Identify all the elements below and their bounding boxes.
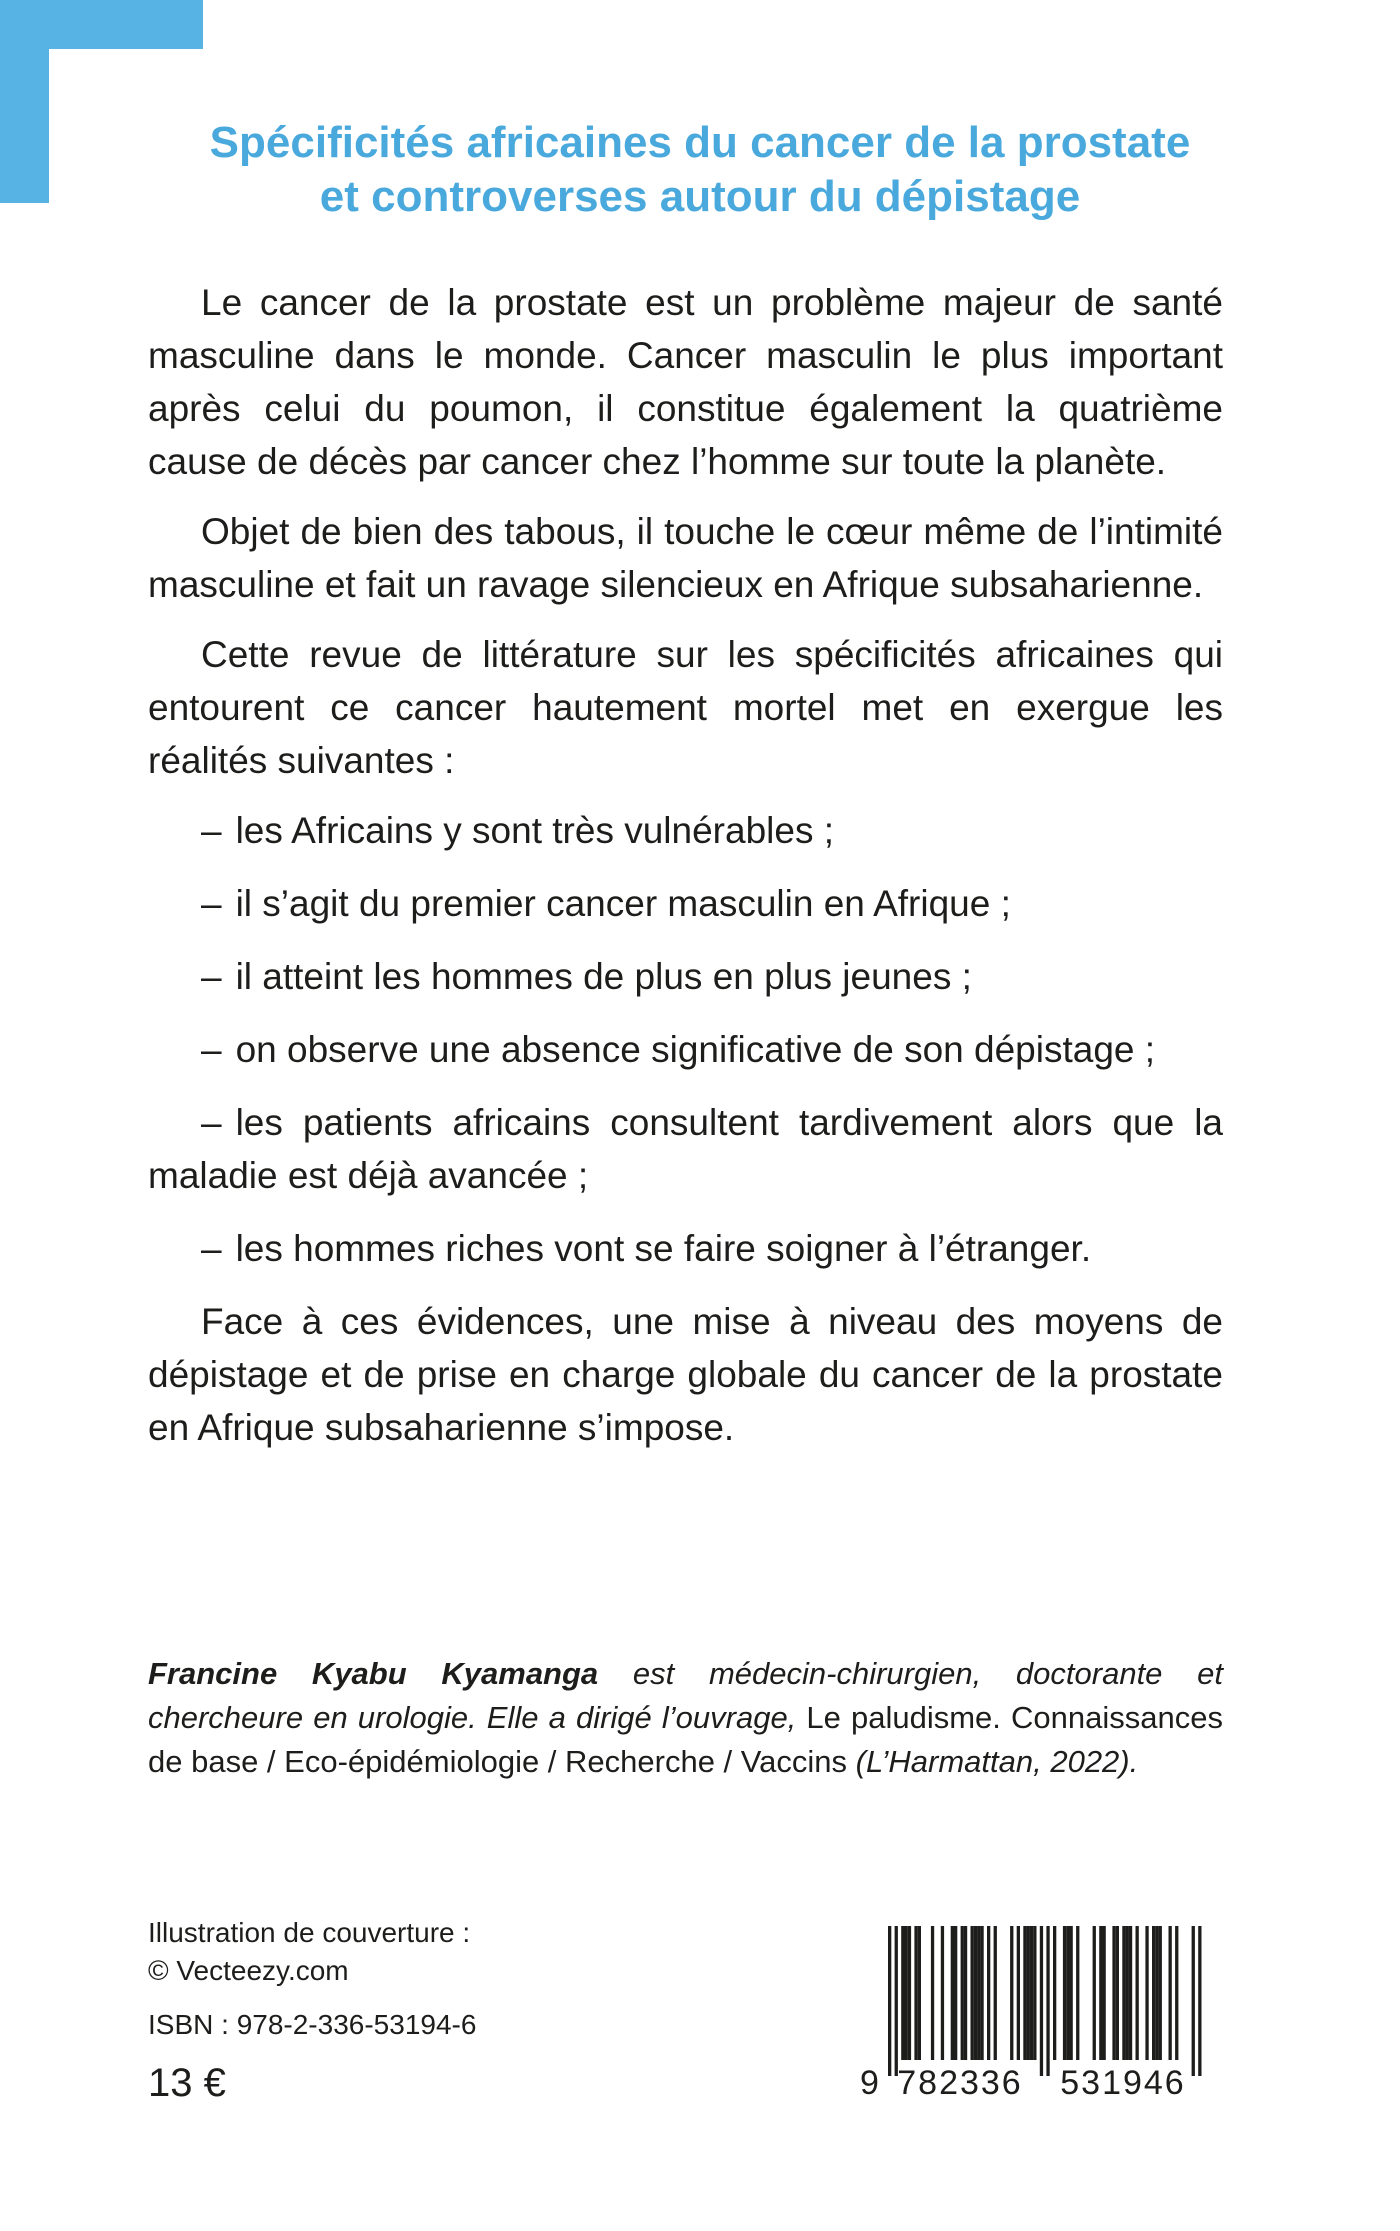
barcode bbox=[858, 1926, 1214, 2101]
barcode-bar bbox=[987, 1926, 990, 2060]
corner-accent-left bbox=[0, 0, 49, 203]
bio-text-1: est médecin-chirurgien, doctorante et chercheure en urologie. Elle a dirigé l’ouvrage, bbox=[148, 1656, 1223, 1735]
list-item bbox=[148, 1096, 1223, 1202]
barcode-bar bbox=[1023, 1926, 1026, 2060]
credit-label: Illustration de couverture : bbox=[148, 1917, 471, 1948]
summary-paragraph-3: Cette revue de littérature sur les spécificités africaines qui entourent ce cancer hautement mortel met en exergue les réalités suivantes : bbox=[148, 634, 1223, 781]
barcode-guard-bar bbox=[1046, 1926, 1049, 2076]
barcode-bar bbox=[1027, 1926, 1030, 2060]
list-dash: – bbox=[201, 810, 222, 851]
barcode-bar bbox=[914, 1926, 917, 2060]
barcode-bar bbox=[941, 1926, 944, 2060]
barcode-bar bbox=[1066, 1926, 1069, 2060]
list-item-text: les patients africains consultent tardivement alors que la maladie est déjà avancée ; bbox=[148, 1102, 1223, 1196]
author-bio bbox=[148, 1652, 1223, 1784]
summary-paragraph-2: Objet de bien des tabous, il touche le cœur même de l’intimité masculine et fait un ravage silencieux en Afrique subsaharienne. bbox=[148, 511, 1223, 605]
barcode-bar bbox=[1122, 1926, 1125, 2060]
barcode-bar bbox=[1033, 1926, 1036, 2060]
barcode-bar bbox=[1129, 1926, 1132, 2060]
list-item-text: les hommes riches vont se faire soigner à l’étranger. bbox=[235, 1228, 1092, 1269]
barcode-bar bbox=[1017, 1926, 1020, 2060]
barcode-bar bbox=[1136, 1926, 1139, 2060]
barcode-bar bbox=[1152, 1926, 1155, 2060]
barcode-guard-bar bbox=[888, 1926, 891, 2076]
barcode-bar bbox=[1099, 1926, 1102, 2060]
barcode-bar bbox=[1070, 1926, 1073, 2060]
book-title bbox=[120, 116, 1280, 224]
barcode-bar bbox=[1076, 1926, 1079, 2060]
barcode-bar bbox=[918, 1926, 921, 2060]
barcode-bar bbox=[971, 1926, 974, 2060]
book-title-line-2: et controverses autour du dépistage bbox=[319, 172, 1081, 221]
list-item bbox=[148, 804, 1223, 857]
barcode-bar bbox=[1010, 1926, 1013, 2060]
barcode-bar bbox=[1116, 1926, 1119, 2060]
isbn-number: ISBN : 978-2-336-53194-6 bbox=[148, 2009, 477, 2040]
barcode-bar bbox=[977, 1926, 980, 2060]
barcode-bar bbox=[1155, 1926, 1158, 2060]
list-item bbox=[148, 1222, 1223, 1275]
list-dash: – bbox=[201, 1102, 222, 1143]
barcode-bar bbox=[994, 1926, 997, 2060]
list-item bbox=[148, 950, 1223, 1003]
credit-source: © Vecteezy.com bbox=[148, 1955, 349, 1986]
list-item-text: il s’agit du premier cancer masculin en Afrique ; bbox=[235, 883, 1011, 924]
summary-paragraph-1: Le cancer de la prostate est un problème majeur de santé masculine dans le monde. Cancer masculin le plus important après celui du poumon, il constitue également la quatrième cause de décès par cancer chez l’homme sur toute la planète. bbox=[148, 282, 1223, 482]
findings-list bbox=[148, 804, 1223, 1275]
bio-text-2: (L’Harmattan, 2022). bbox=[847, 1744, 1139, 1779]
barcode-right-digits: 531946 bbox=[1060, 2064, 1186, 2101]
illustration-credit bbox=[148, 1914, 470, 1990]
author-name: Francine Kyabu Kyamanga bbox=[148, 1656, 599, 1691]
summary-closing-paragraph: Face à ces évidences, une mise à niveau des moyens de dépistage et de prise en charge globale du cancer de la prostate en Afrique subsaharienne s’impose. bbox=[148, 1301, 1223, 1448]
book-title-line-1: Spécificités africaines du cancer de la prostate bbox=[209, 118, 1191, 167]
barcode-bar bbox=[1030, 1926, 1033, 2060]
barcode-bar bbox=[964, 1926, 967, 2060]
barcode-left-digits: 782336 bbox=[897, 2064, 1023, 2101]
barcode-bar bbox=[980, 1926, 983, 2060]
barcode-bar bbox=[908, 1926, 911, 2060]
barcode-bar bbox=[1093, 1926, 1096, 2060]
barcode-bar bbox=[1053, 1926, 1056, 2060]
barcode-bar bbox=[1159, 1926, 1162, 2060]
barcode-bar bbox=[951, 1926, 954, 2060]
barcode-bars bbox=[888, 1926, 1202, 2076]
barcode-bar bbox=[901, 1926, 904, 2060]
summary-text bbox=[148, 276, 1223, 1471]
list-dash: – bbox=[201, 956, 222, 997]
barcode-bar bbox=[1126, 1926, 1129, 2060]
list-item-text: les Africains y sont très vulnérables ; bbox=[235, 810, 835, 851]
list-item bbox=[148, 877, 1223, 930]
barcode-bar bbox=[1175, 1926, 1178, 2060]
barcode-bar bbox=[1103, 1926, 1106, 2060]
barcode-bar bbox=[931, 1926, 934, 2060]
list-item-text: il atteint les hommes de plus en plus jeunes ; bbox=[235, 956, 972, 997]
list-item bbox=[148, 1023, 1223, 1076]
barcode-guard-bar bbox=[1192, 1926, 1195, 2076]
barcode-first-digit: 9 bbox=[860, 2064, 879, 2101]
price: 13 € bbox=[148, 2061, 226, 2105]
barcode-guard-bar bbox=[1198, 1926, 1201, 2076]
barcode-bar bbox=[1112, 1926, 1115, 2060]
barcode-bar bbox=[1145, 1926, 1148, 2060]
list-dash: – bbox=[201, 1228, 222, 1269]
barcode-bar bbox=[1169, 1926, 1172, 2060]
list-item-text: on observe une absence significative de son dépistage ; bbox=[235, 1029, 1156, 1070]
list-dash: – bbox=[201, 1029, 222, 1070]
barcode-guard-bar bbox=[1040, 1926, 1043, 2076]
barcode-bar bbox=[905, 1926, 908, 2060]
list-dash: – bbox=[201, 883, 222, 924]
barcode-bar bbox=[1063, 1926, 1066, 2060]
barcode-bar bbox=[961, 1926, 964, 2060]
bio-book-title: Le paludisme. Connaissances de base / Eco-épidémiologie / Recherche / Vaccins bbox=[148, 1700, 1223, 1779]
barcode-bar bbox=[954, 1926, 957, 2060]
barcode-bar bbox=[974, 1926, 977, 2060]
barcode-guard-bar bbox=[895, 1926, 898, 2076]
